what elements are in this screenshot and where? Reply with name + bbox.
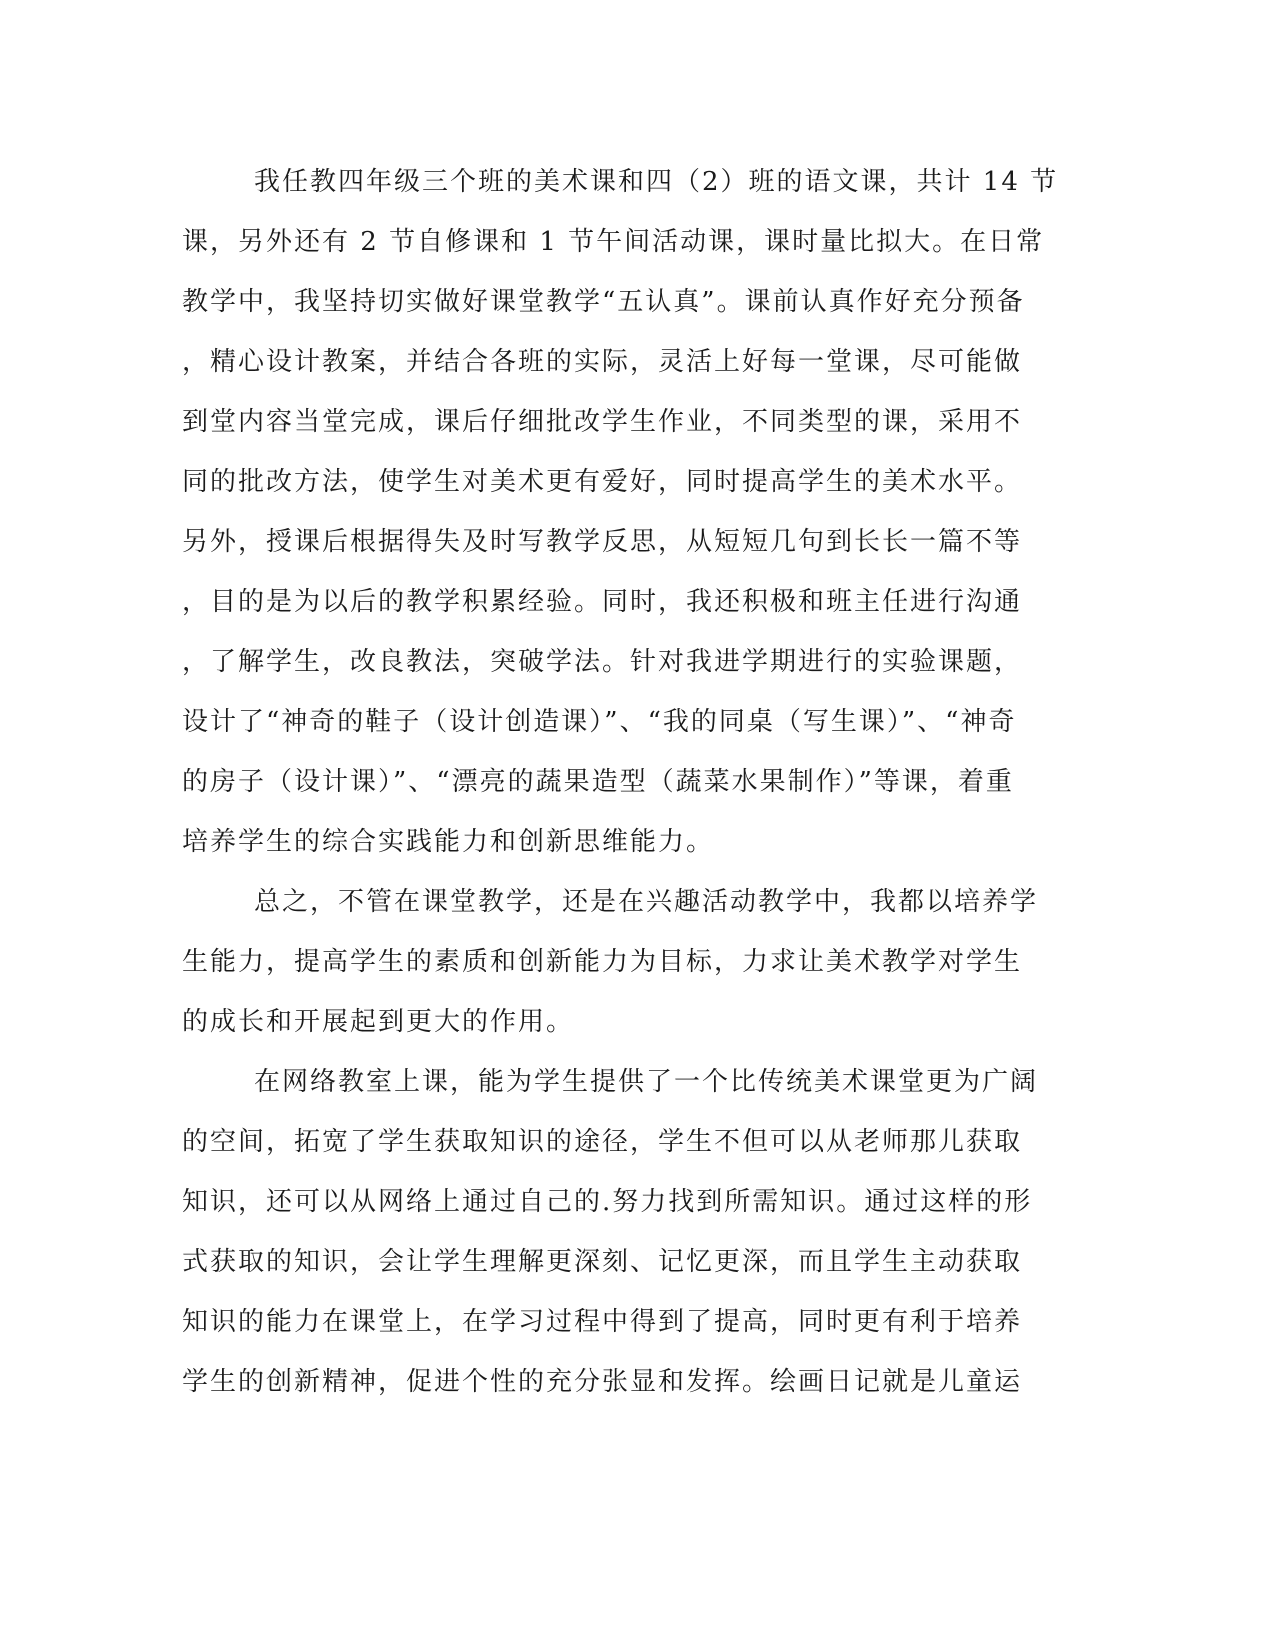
text-line: 式获取的知识，会让学生理解更深刻、记忆更深，而且学生主动获取: [182, 1247, 1023, 1277]
text-line: 另外，授课后根据得失及时写教学反思，从短短几句到长长一篇不等: [182, 527, 1023, 557]
text-line: 的成长和开展起到更大的作用。: [182, 1007, 575, 1037]
text-line: 培养学生的综合实践能力和创新思维能力。: [182, 827, 715, 857]
text-line: 总之，不管在课堂教学，还是在兴趣活动教学中，我都以培养学: [254, 887, 1039, 917]
text-line: ，了解学生，改良教法，突破学法。针对我进学期进行的实验课题，: [182, 647, 1023, 677]
text-line: 生能力，提高学生的素质和创新能力为目标，力求让美术教学对学生: [182, 947, 1023, 977]
paragraph-3: [182, 1060, 1042, 1420]
text-line: 学生的创新精神，促进个性的充分张显和发挥。绘画日记就是儿童运: [182, 1367, 1023, 1397]
text-line: 我任教四年级三个班的美术课和四（2）班的语文课，共计 14 节: [254, 167, 1059, 197]
text-line: 到堂内容当堂完成，课后仔细批改学生作业，不同类型的课，采用不: [182, 407, 1023, 437]
text-line: 设计了“神奇的鞋子（设计创造课）”、“我的同桌（写生课）”、“神奇: [182, 707, 1017, 737]
text-line: 的空间，拓宽了学生获取知识的途径，学生不但可以从老师那儿获取: [182, 1127, 1023, 1157]
text-line: 知识，还可以从网络上通过自己的.努力找到所需知识。通过这样的形: [182, 1187, 1033, 1217]
text-line: 教学中，我坚持切实做好课堂教学“五认真”。课前认真作好充分预备: [182, 287, 1025, 317]
text-line: ，目的是为以后的教学积累经验。同时，我还积极和班主任进行沟通: [182, 587, 1023, 617]
paragraph-1: [182, 160, 1059, 880]
text-line: 的房子（设计课）”、“漂亮的蔬果造型（蔬菜水果制作）”等课，着重: [182, 767, 1014, 797]
text-line: ，精心设计教案，并结合各班的实际，灵活上好每一堂课，尽可能做: [182, 347, 1023, 377]
text-line: 同的批改方法，使学生对美术更有爱好，同时提高学生的美术水平。: [182, 467, 1023, 497]
text-line: 知识的能力在课堂上，在学习过程中得到了提高，同时更有利于培养: [182, 1307, 1023, 1337]
paragraph-2: [182, 880, 1042, 1060]
body-text: [182, 160, 1059, 1420]
text-line: 在网络教室上课，能为学生提供了一个比传统美术课堂更为广阔: [254, 1067, 1039, 1097]
text-line: 课，另外还有 2 节自修课和 1 节午间活动课，课时量比拟大。在日常: [182, 227, 1045, 257]
